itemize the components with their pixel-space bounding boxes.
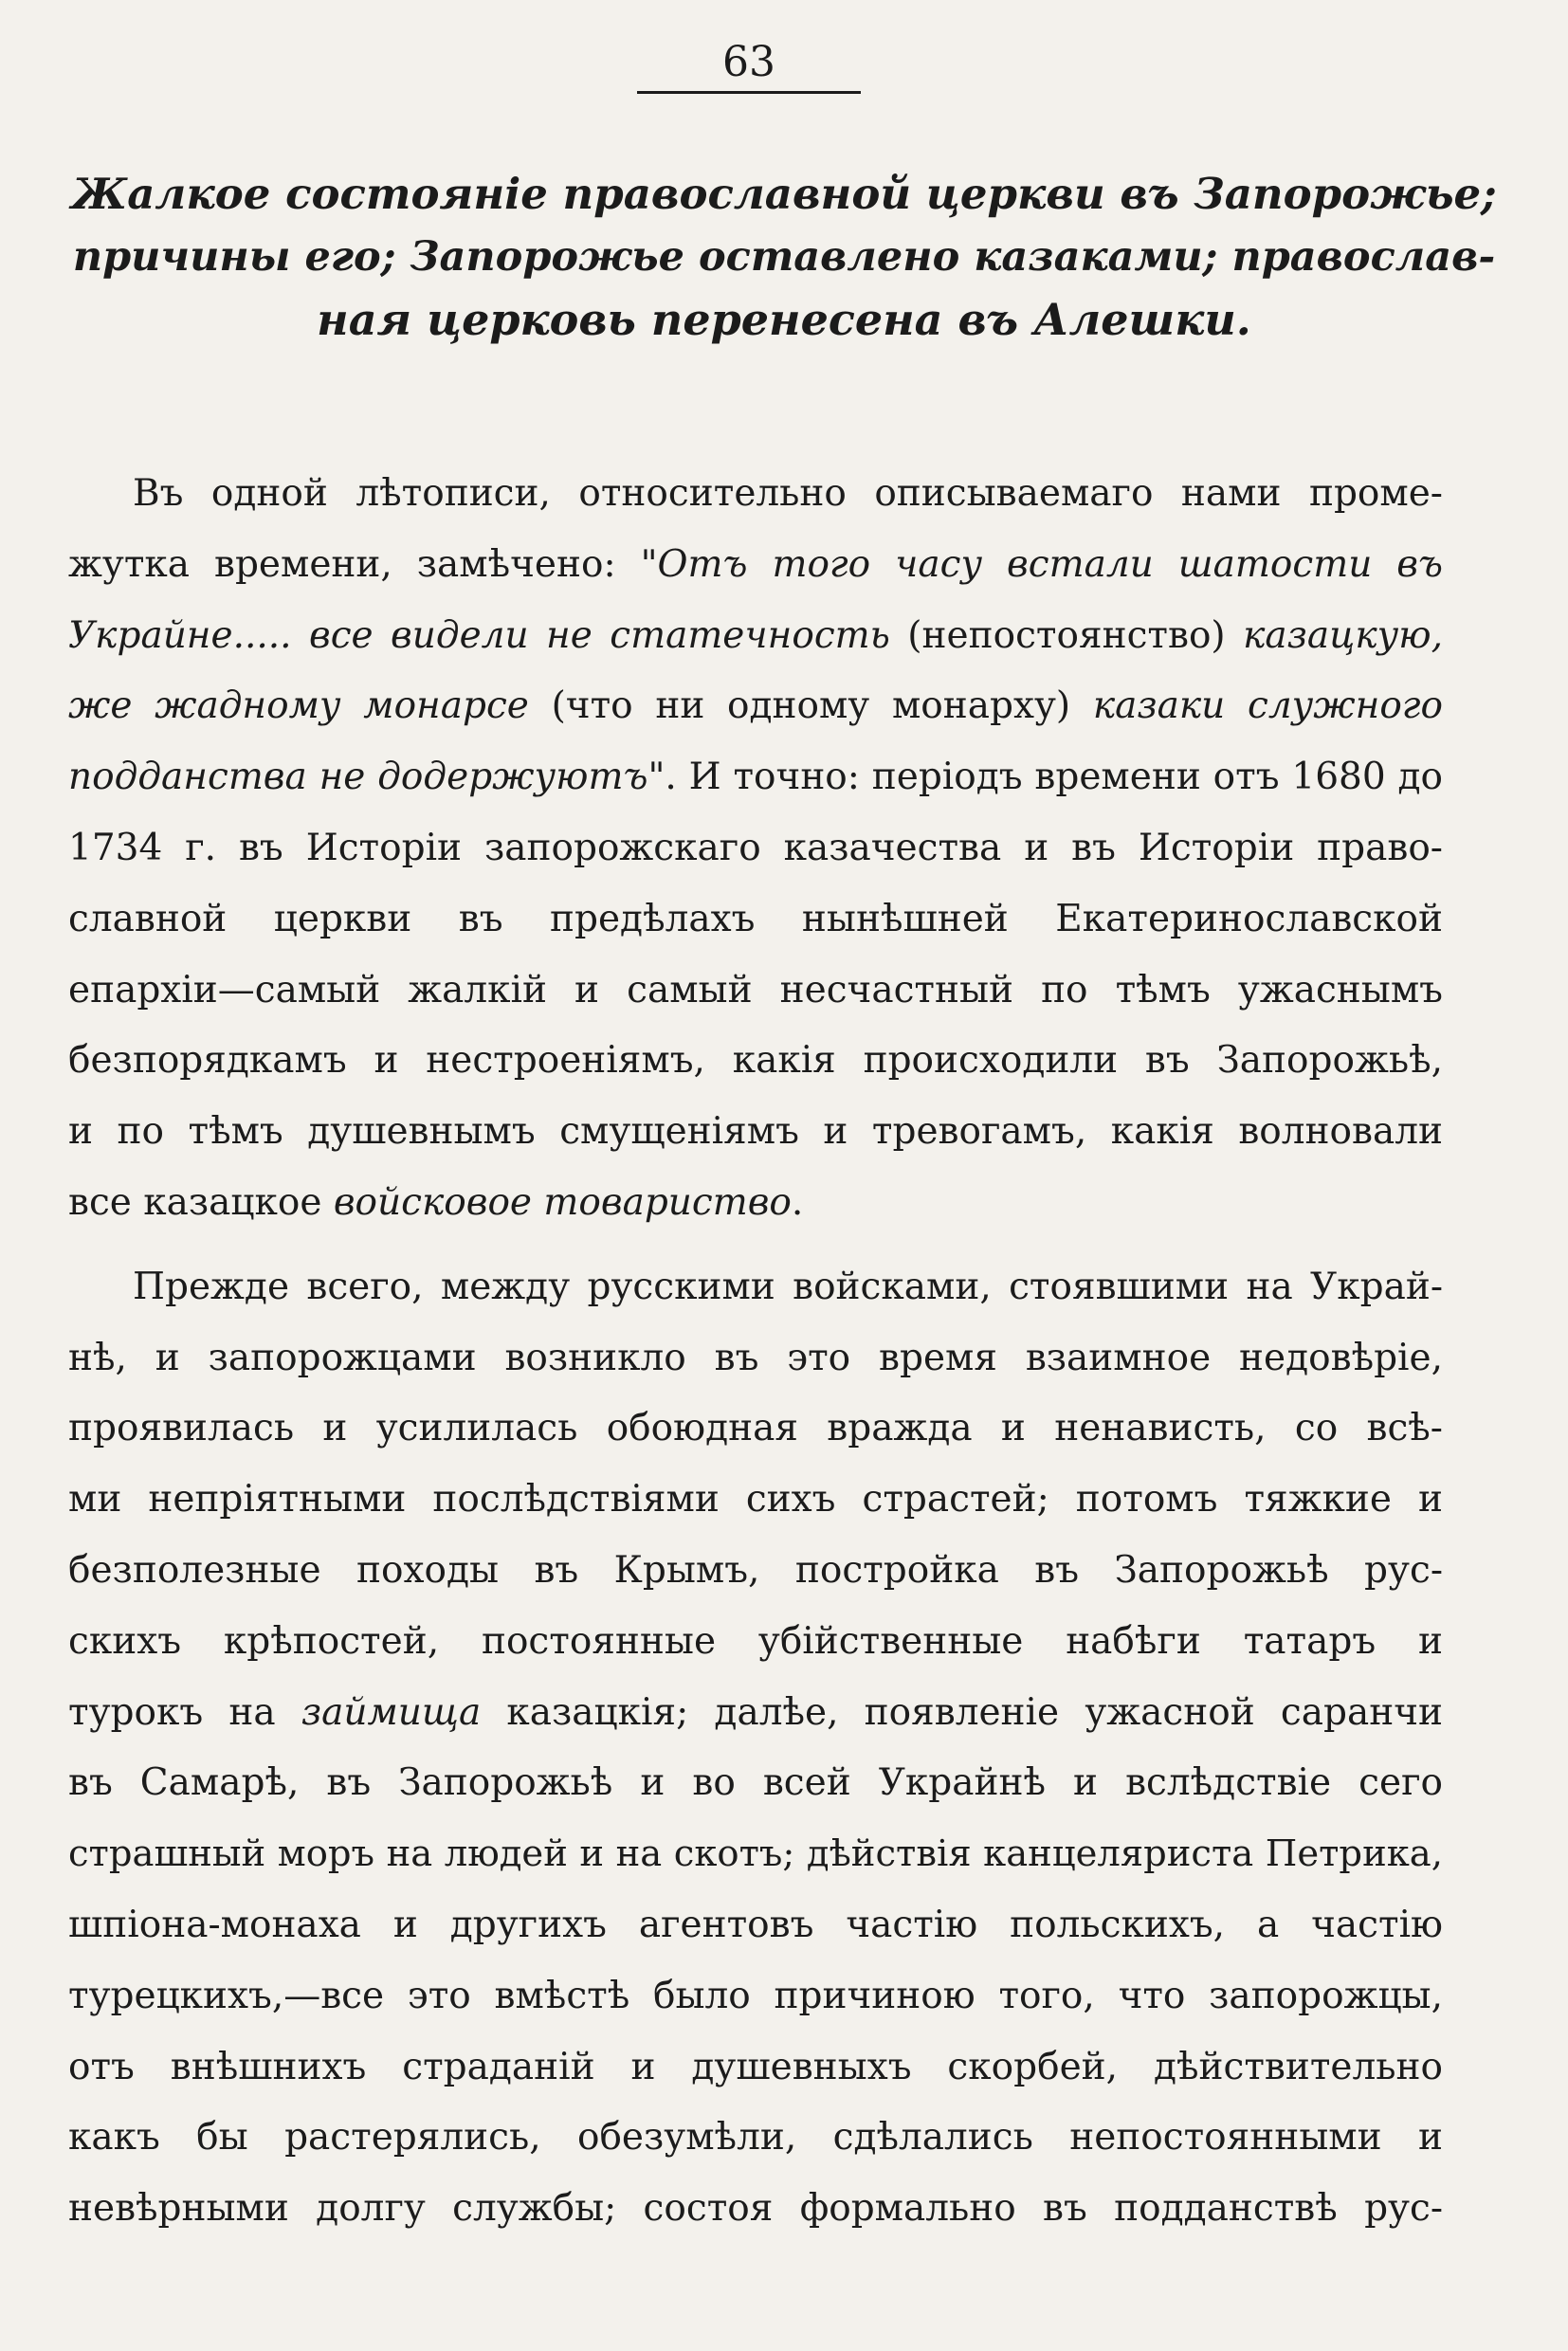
paragraph — [68, 459, 1443, 1239]
text-line: подданства не додержуютъ". И точно: перiодъ времени отъ 1680 до — [68, 756, 1443, 799]
text-line: безполезные походы въ Крымъ, постройка въ Запорожьѣ рус- — [68, 1548, 1443, 1592]
text-line: и по тѣмъ душевнымъ смущенiямъ и тревогамъ, какiя волновали — [68, 1110, 1443, 1154]
text-line: какъ бы растерялись, обезумѣли, сдѣлались непостоянными и — [68, 2116, 1443, 2160]
text-line: же жадному монарсе (что ни одному монарху) казаки служного — [68, 684, 1443, 728]
text-line: 1734 г. въ Исторiи запорожскаго казачества и въ Исторiи право- — [68, 826, 1443, 869]
text-line: славной церкви въ предѣлахъ нынѣшней Екатеринославской — [68, 897, 1443, 940]
text-line: турецкихъ,—все это вмѣстѣ было причиною того, что запорожцы, — [68, 1974, 1443, 2017]
text-line: въ Самарѣ, въ Запорожьѣ и во всей Украйнѣ и вслѣдствiе сего — [68, 1761, 1443, 1805]
page-number: 63 — [722, 38, 775, 86]
heading-line: ная церковь перенесена въ Алешки. — [317, 294, 1251, 345]
text-line: страшный моръ на людей и на скотъ; дѣйствiя канцеляриста Петрика, — [68, 1832, 1443, 1876]
text-line: отъ внѣшнихъ страданiй и душевныхъ скорбей, дѣйствительно — [68, 2045, 1443, 2088]
text-line: жутка времени, замѣчено: "Отъ того часу встали шатости въ — [68, 542, 1444, 586]
heading-line: причины его; Запорожье оставлено казаками; православ- — [72, 233, 1496, 281]
text-line: Украйне..... все видели не статечность (непостоянство) казацкую, — [68, 613, 1443, 657]
text-line: епархiи—самый жалкiй и самый несчастный по тѣмъ ужаснымъ — [68, 968, 1443, 1011]
body-text — [68, 459, 1443, 2245]
text-line: все казацкое войсковое товариство. — [68, 1180, 804, 1224]
page-number-rule — [637, 91, 861, 94]
text-line: Въ одной лѣтописи, относительно описываемаго нами проме- — [133, 472, 1443, 515]
paragraph — [68, 1252, 1443, 2245]
section-heading — [68, 163, 1500, 351]
text-line: шпiона-монаха и другихъ агентовъ частiю польскихъ, а частiю — [68, 1903, 1443, 1946]
text-line: Прежде всего, между русскими войсками, стоявшими на Украй- — [133, 1265, 1443, 1308]
text-line: нѣ, и запорожцами возникло въ это время взаимное недовѣрiе, — [68, 1336, 1443, 1379]
text-line: ми непрiятными послѣдствiями сихъ страстей; потомъ тяжкие и — [68, 1478, 1443, 1522]
text-line: невѣрными долгу службы; состоя формально въ подданствѣ рус- — [68, 2187, 1443, 2231]
text-line: безпорядкамъ и нестроенiямъ, какiя происходили въ Запорожьѣ, — [68, 1039, 1443, 1083]
text-line: турокъ на займища казацкiя; далѣе, появленiе ужасной саранчи — [68, 1690, 1443, 1734]
text-line: проявилась и усилилась обоюдная вражда и ненависть, со всѣ- — [68, 1407, 1443, 1450]
text-line: скихъ крѣпостей, постоянные убiйственные набѣги татаръ и — [68, 1619, 1443, 1663]
heading-line: Жалкое состоянiе православной церкви въ Запорожье; — [71, 169, 1497, 219]
